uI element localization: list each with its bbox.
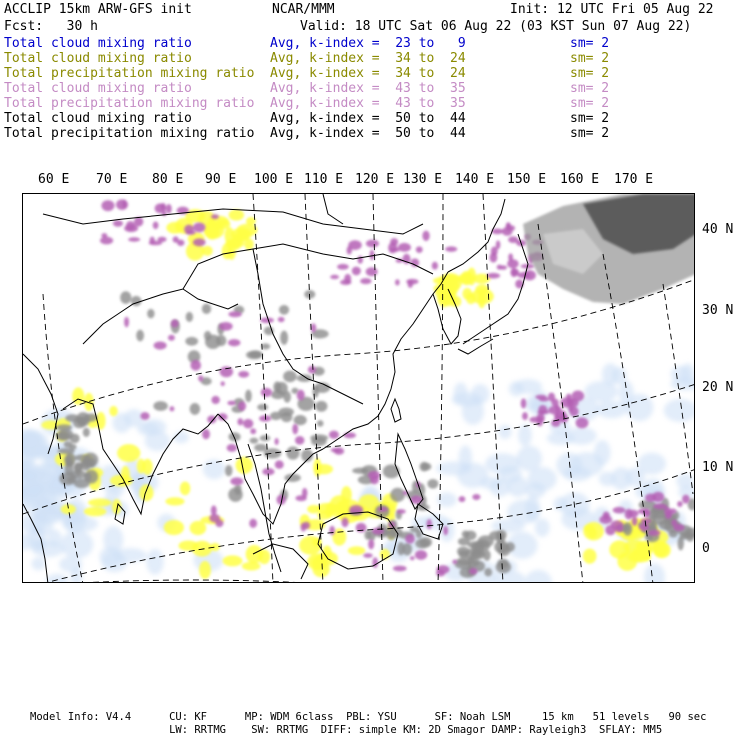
forecast-hour: Fcst: 30 h <box>4 19 98 34</box>
init-time: Init: 12 UTC Fri 05 Aug 22 <box>510 2 714 17</box>
valid-time: Valid: 18 UTC Sat 06 Aug 22 (03 KST Sun 07 Aug 22) <box>300 19 692 34</box>
lon-label: 60 E <box>38 172 70 187</box>
field-smoothing: sm= 2 <box>570 66 610 81</box>
model-info-line1: Model Info: V4.4 CU: KF MP: WDM 6class PBL: YSU SF: Noah LSM 15 km 51 levels 90 sec <box>30 711 707 723</box>
lat-label: 30 N <box>702 303 734 318</box>
lon-label: 150 E <box>507 172 547 187</box>
organization: NCAR/MMM <box>272 2 335 17</box>
field-smoothing: sm= 2 <box>570 36 610 51</box>
field-avg: Avg, k-index = 34 to 24 <box>270 51 466 66</box>
field-smoothing: sm= 2 <box>570 126 610 141</box>
lon-label: 80 E <box>152 172 184 187</box>
field-avg: Avg, k-index = 50 to 44 <box>270 111 466 126</box>
field-smoothing: sm= 2 <box>570 111 610 126</box>
lon-label: 100 E <box>254 172 294 187</box>
lat-label: 0 <box>702 541 710 556</box>
lon-label: 170 E <box>614 172 654 187</box>
field-name: Total cloud mixing ratio <box>4 36 192 51</box>
lon-label: 160 E <box>560 172 600 187</box>
lat-label: 10 N <box>702 460 734 475</box>
lat-label: 40 N <box>702 222 734 237</box>
lon-label: 110 E <box>304 172 344 187</box>
field-smoothing: sm= 2 <box>570 96 610 111</box>
model-info-line2: LW: RRTMG SW: RRTMG DIFF: simple KM: 2D Smagor DAMP: Rayleigh3 SFLAY: MM5 <box>30 724 663 736</box>
field-name: Total cloud mixing ratio <box>4 81 192 96</box>
field-name: Total precipitation mixing ratio <box>4 66 255 81</box>
field-name: Total precipitation mixing ratio <box>4 96 255 111</box>
map-title: ACCLIP 15km ARW-GFS init <box>4 2 192 17</box>
field-avg: Avg, k-index = 43 to 35 <box>270 96 466 111</box>
field-avg: Avg, k-index = 23 to 9 <box>270 36 466 51</box>
field-avg: Avg, k-index = 34 to 24 <box>270 66 466 81</box>
field-smoothing: sm= 2 <box>570 81 610 96</box>
lon-label: 130 E <box>403 172 443 187</box>
forecast-map <box>22 193 695 583</box>
field-name: Total cloud mixing ratio <box>4 111 192 126</box>
field-avg: Avg, k-index = 50 to 44 <box>270 126 466 141</box>
lon-label: 140 E <box>455 172 495 187</box>
field-smoothing: sm= 2 <box>570 51 610 66</box>
field-name: Total cloud mixing ratio <box>4 51 192 66</box>
lon-label: 90 E <box>205 172 237 187</box>
map-canvas <box>23 194 695 583</box>
lat-label: 20 N <box>702 380 734 395</box>
field-avg: Avg, k-index = 43 to 35 <box>270 81 466 96</box>
field-name: Total precipitation mixing ratio <box>4 126 255 141</box>
lon-label: 120 E <box>355 172 395 187</box>
lon-label: 70 E <box>96 172 128 187</box>
